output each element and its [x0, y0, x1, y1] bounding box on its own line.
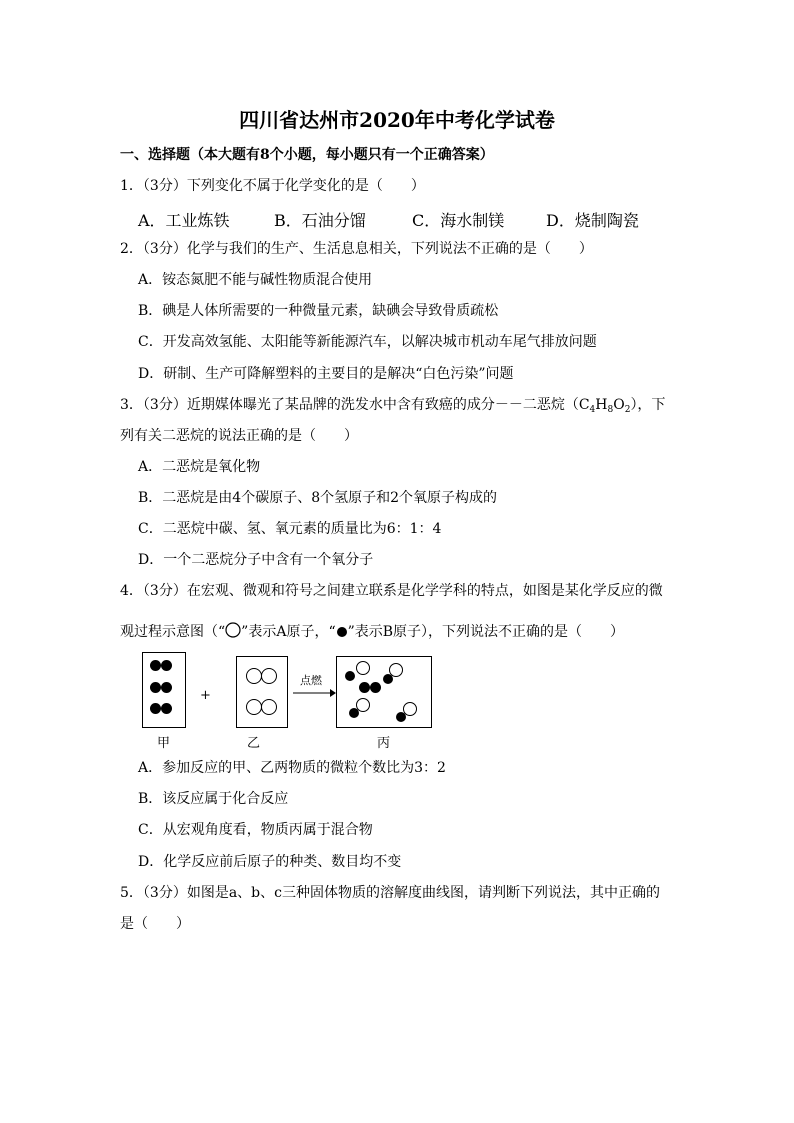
question-2-option-b: B．碘是人体所需要的一种微量元素，缺碘会导致骨质疏松	[138, 303, 499, 319]
atom-b	[396, 712, 406, 722]
question-5-stem: 5．（3分）如图是a、b、c三种固体物质的溶解度曲线图，请判断下列说法，其中正确的	[120, 885, 660, 901]
question-1-option-a: A．工业炼铁	[138, 211, 230, 230]
question-5-stem-line2: 是（ ）	[120, 916, 190, 932]
formula-subscript-h: 8	[607, 405, 614, 415]
question-4-stem-part-c: ”表示B原子），下列说法不正确的是（ ）	[347, 624, 625, 640]
page-title: 四川省达州市2020年中考化学试卷	[239, 108, 555, 132]
question-4-option-d: D．化学反应前后原子的种类、数目均不变	[138, 854, 402, 870]
label-bing: 丙	[377, 736, 391, 751]
atom-a	[246, 699, 262, 715]
question-1-option-d: D．烧制陶瓷	[546, 211, 639, 230]
atom-b	[359, 682, 370, 693]
question-2-stem: 2．（3分）化学与我们的生产、生活息息相关，下列说法不正确的是（ ）	[120, 241, 593, 257]
plus-sign: +	[200, 688, 211, 703]
atom-b	[370, 682, 381, 693]
atom-a	[261, 699, 277, 715]
reaction-diagram	[140, 652, 440, 752]
box-bing	[336, 656, 432, 728]
atom-b	[345, 671, 355, 681]
hollow-circle-icon	[225, 622, 241, 638]
reaction-arrow-icon	[292, 688, 336, 698]
question-4-stem-part-a: 观过程示意图（“	[120, 624, 226, 640]
question-4-stem-part-b: ”表示A原子，“	[241, 624, 336, 640]
label-jia: 甲	[157, 736, 171, 751]
question-1-option-c: C．海水制镁	[412, 211, 505, 230]
question-3-stem-suffix: ），下	[630, 397, 666, 413]
question-3-stem	[120, 396, 665, 414]
box-jia	[142, 652, 186, 728]
label-yi: 乙	[247, 736, 261, 751]
formula-subscript-c: 4	[589, 405, 596, 415]
question-1-option-b: B．石油分馏	[274, 211, 366, 230]
atom-a	[356, 661, 370, 675]
atom-b	[161, 703, 172, 714]
atom-a	[261, 668, 277, 684]
atom-b	[383, 674, 393, 684]
question-4-option-a: A．参加反应的甲、乙两物质的微粒个数比为3：2	[138, 760, 446, 776]
reaction-condition: 点燃	[300, 674, 322, 687]
question-1-options	[0, 208, 794, 230]
question-3-option-d: D．一个二恶烷分子中含有一个氧分子	[138, 552, 374, 568]
section-heading: 一、选择题（本大题有8个小题，每小题只有一个正确答案）	[120, 147, 494, 163]
question-3-option-a: A．二恶烷是氧化物	[138, 459, 261, 475]
question-1-stem: 1．（3分）下列变化不属于化学变化的是（ ）	[120, 178, 425, 194]
question-4-stem: 4．（3分）在宏观、微观和符号之间建立联系是化学学科的特点，如图是某化学反应的微	[120, 583, 663, 599]
question-4-stem-line2	[120, 622, 624, 641]
question-3-option-b: B．二恶烷是由4个碳原子、8个氢原子和2个氧原子构成的	[138, 490, 498, 506]
question-3-option-c: C．二恶烷中碳、氢、氧元素的质量比为6：1：4	[138, 521, 442, 537]
formula-o: O	[613, 397, 625, 413]
question-2-option-c: C．开发高效氢能、太阳能等新能源汽车，以解决城市机动车尾气排放问题	[138, 334, 597, 350]
question-2-option-d: D．研制、生产可降解塑料的主要目的是解决“白色污染”问题	[138, 366, 514, 382]
atom-b	[150, 660, 161, 671]
question-3-stem-line2: 列有关二恶烷的说法正确的是（ ）	[120, 428, 358, 444]
atom-b	[161, 682, 172, 693]
question-4-option-c: C．从宏观角度看，物质丙属于混合物	[138, 822, 373, 838]
atom-b	[349, 708, 359, 718]
atom-a	[246, 668, 262, 684]
question-4-option-b: B．该反应属于化合反应	[138, 791, 289, 807]
formula-h: H	[595, 397, 608, 413]
question-2-option-a: A．铵态氮肥不能与碱性物质混合使用	[138, 272, 373, 288]
box-yi	[236, 656, 288, 728]
atom-b	[150, 682, 161, 693]
atom-b	[161, 660, 172, 671]
filled-circle-icon	[336, 626, 348, 638]
question-3-stem-prefix: 3．（3分）近期媒体曝光了某品牌的洗发水中含有致癌的成分－－二恶烷（C	[120, 397, 590, 413]
atom-b	[150, 703, 161, 714]
formula-subscript-o: 2	[624, 405, 631, 415]
